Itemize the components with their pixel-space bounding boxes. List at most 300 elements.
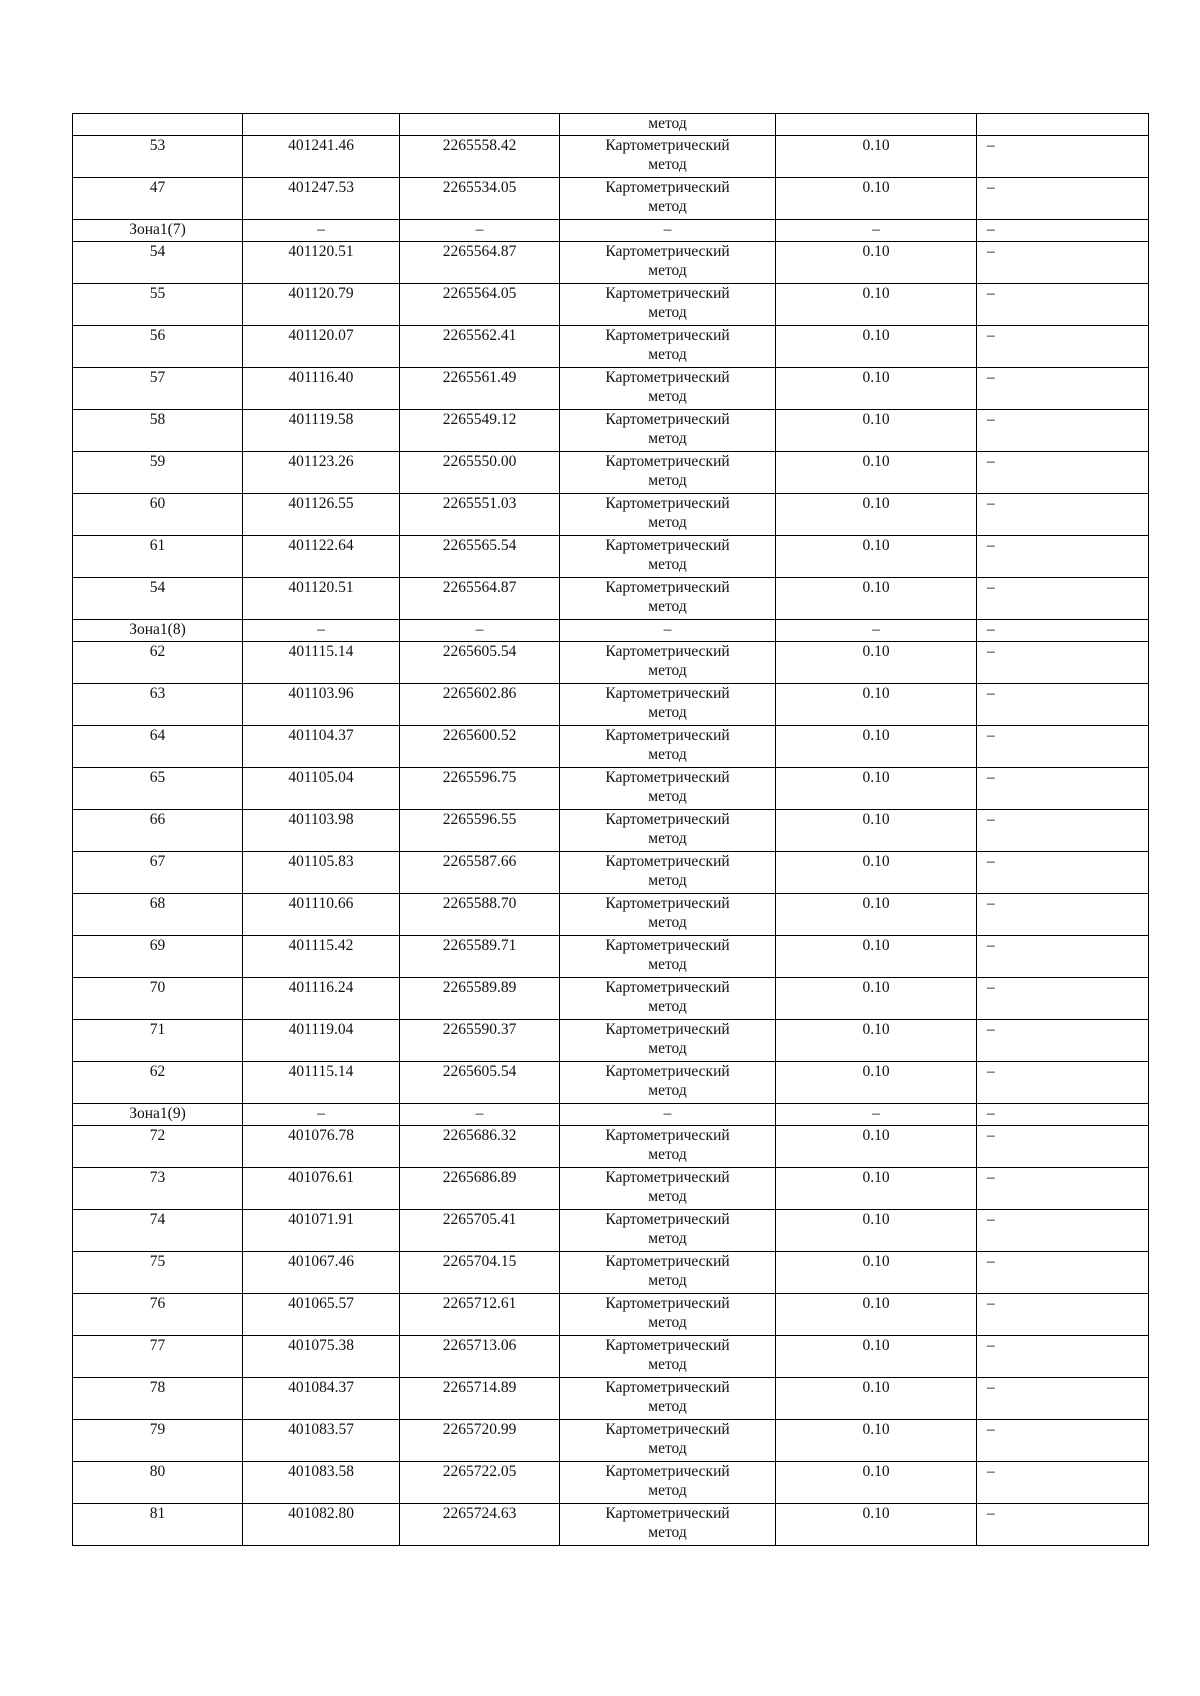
note-dash: – — [977, 326, 1149, 368]
cell-note — [977, 114, 1149, 136]
accuracy: 0.10 — [776, 1504, 977, 1546]
method-text-line2: метод — [648, 1440, 687, 1457]
method-text: Картометрический — [605, 1063, 730, 1080]
table-row — [73, 642, 1149, 684]
method-cell — [560, 1126, 776, 1168]
method-cell — [560, 894, 776, 936]
method-cell — [560, 410, 776, 452]
table-row — [73, 1252, 1149, 1294]
point-number: 62 — [73, 1062, 243, 1104]
note-dash: – — [977, 684, 1149, 726]
method-text: Картометрический — [605, 579, 730, 596]
accuracy: 0.10 — [776, 1252, 977, 1294]
coord-x: 401119.04 — [243, 1020, 400, 1062]
coord-y: 2265714.89 — [400, 1378, 560, 1420]
method-text-line2: метод — [648, 1482, 687, 1499]
dash-cell: – — [977, 1104, 1149, 1126]
point-number: 62 — [73, 642, 243, 684]
coord-x: 401115.14 — [243, 1062, 400, 1104]
coord-x: 401076.61 — [243, 1168, 400, 1210]
coord-y: 2265712.61 — [400, 1294, 560, 1336]
zone-name: Зона1(8) — [73, 620, 243, 642]
cell-point-number — [73, 114, 243, 136]
method-cell — [560, 1252, 776, 1294]
method-cell — [560, 452, 776, 494]
method-text: Картометрический — [605, 1379, 730, 1396]
dash-cell: – — [243, 620, 400, 642]
method-text-line2: метод — [648, 304, 687, 321]
dash-cell: – — [776, 1104, 977, 1126]
method-text-line2: метод — [648, 1146, 687, 1163]
method-text: Картометрический — [605, 727, 730, 744]
method-text-line2: метод — [648, 914, 687, 931]
note-dash: – — [977, 852, 1149, 894]
note-dash: – — [977, 368, 1149, 410]
dash-cell: – — [400, 1104, 560, 1126]
coord-y: 2265589.89 — [400, 978, 560, 1020]
coord-y: 2265589.71 — [400, 936, 560, 978]
method-text-line2: метод — [648, 198, 687, 215]
accuracy: 0.10 — [776, 284, 977, 326]
method-text-line2: метод — [648, 598, 687, 615]
coord-x: 401105.04 — [243, 768, 400, 810]
accuracy: 0.10 — [776, 536, 977, 578]
zone-row — [73, 620, 1149, 642]
cell-method-continuation: метод — [560, 114, 776, 136]
method-text-line2: метод — [648, 998, 687, 1015]
accuracy: 0.10 — [776, 894, 977, 936]
accuracy: 0.10 — [776, 1462, 977, 1504]
method-text: Картометрический — [605, 537, 730, 554]
coord-x: 401103.98 — [243, 810, 400, 852]
coord-y: 2265558.42 — [400, 136, 560, 178]
method-text-line2: метод — [648, 262, 687, 279]
coord-x: 401084.37 — [243, 1378, 400, 1420]
table-row — [73, 1126, 1149, 1168]
table-row — [73, 978, 1149, 1020]
method-cell — [560, 978, 776, 1020]
coord-y: 2265605.54 — [400, 642, 560, 684]
method-cell — [560, 1504, 776, 1546]
method-text: Картометрический — [605, 453, 730, 470]
coord-x: 401075.38 — [243, 1336, 400, 1378]
accuracy: 0.10 — [776, 326, 977, 368]
point-number: 69 — [73, 936, 243, 978]
note-dash: – — [977, 136, 1149, 178]
coord-y: 2265564.87 — [400, 242, 560, 284]
accuracy: 0.10 — [776, 1126, 977, 1168]
coord-y: 2265561.49 — [400, 368, 560, 410]
point-number: 74 — [73, 1210, 243, 1252]
method-cell — [560, 726, 776, 768]
note-dash: – — [977, 1504, 1149, 1546]
method-text: Картометрический — [605, 243, 730, 260]
method-text-line2: метод — [648, 514, 687, 531]
note-dash: – — [977, 178, 1149, 220]
point-number: 73 — [73, 1168, 243, 1210]
method-text-line2: метод — [648, 1314, 687, 1331]
point-number: 63 — [73, 684, 243, 726]
accuracy: 0.10 — [776, 410, 977, 452]
table-row — [73, 894, 1149, 936]
table-row — [73, 1020, 1149, 1062]
coord-y: 2265549.12 — [400, 410, 560, 452]
table-row — [73, 494, 1149, 536]
table-row — [73, 452, 1149, 494]
method-cell — [560, 936, 776, 978]
table-row — [73, 136, 1149, 178]
note-dash: – — [977, 894, 1149, 936]
coord-x: 401104.37 — [243, 726, 400, 768]
table-row — [73, 1168, 1149, 1210]
method-text: Картометрический — [605, 643, 730, 660]
accuracy: 0.10 — [776, 1294, 977, 1336]
method-text: Картометрический — [605, 137, 730, 154]
method-text: Картометрический — [605, 495, 730, 512]
dash-cell: – — [776, 220, 977, 242]
point-number: 56 — [73, 326, 243, 368]
method-text: Картометрический — [605, 1505, 730, 1522]
table-row — [73, 578, 1149, 620]
method-cell — [560, 1062, 776, 1104]
accuracy: 0.10 — [776, 1168, 977, 1210]
table-row — [73, 768, 1149, 810]
method-cell — [560, 642, 776, 684]
method-cell — [560, 1420, 776, 1462]
method-text-line2: метод — [648, 1082, 687, 1099]
coordinates-table — [72, 113, 1149, 1546]
table-row — [73, 178, 1149, 220]
point-number: 72 — [73, 1126, 243, 1168]
method-cell — [560, 1378, 776, 1420]
method-cell — [560, 242, 776, 284]
coord-y: 2265596.75 — [400, 768, 560, 810]
accuracy: 0.10 — [776, 452, 977, 494]
accuracy: 0.10 — [776, 726, 977, 768]
note-dash: – — [977, 1020, 1149, 1062]
method-cell — [560, 284, 776, 326]
zone-row — [73, 220, 1149, 242]
method-text: Картометрический — [605, 285, 730, 302]
method-text: Картометрический — [605, 1337, 730, 1354]
coord-x: 401110.66 — [243, 894, 400, 936]
method-text: Картометрический — [605, 1211, 730, 1228]
dash-cell: – — [243, 220, 400, 242]
point-number: 67 — [73, 852, 243, 894]
point-number: 53 — [73, 136, 243, 178]
accuracy: 0.10 — [776, 578, 977, 620]
method-cell — [560, 684, 776, 726]
method-text: Картометрический — [605, 1127, 730, 1144]
point-number: 54 — [73, 578, 243, 620]
coord-y: 2265704.15 — [400, 1252, 560, 1294]
zone-name: Зона1(9) — [73, 1104, 243, 1126]
method-text: Картометрический — [605, 327, 730, 344]
table-row — [73, 1336, 1149, 1378]
point-number: 81 — [73, 1504, 243, 1546]
method-text-line2: метод — [648, 1356, 687, 1373]
method-cell — [560, 136, 776, 178]
note-dash: – — [977, 1062, 1149, 1104]
method-text-line2: метод — [648, 1188, 687, 1205]
coord-y: 2265722.05 — [400, 1462, 560, 1504]
note-dash: – — [977, 284, 1149, 326]
method-text: Картометрический — [605, 979, 730, 996]
table-row — [73, 410, 1149, 452]
coord-y: 2265534.05 — [400, 178, 560, 220]
note-dash: – — [977, 978, 1149, 1020]
method-text: Картометрический — [605, 811, 730, 828]
method-text-line2: метод — [648, 788, 687, 805]
method-cell — [560, 494, 776, 536]
accuracy: 0.10 — [776, 1062, 977, 1104]
coord-y: 2265587.66 — [400, 852, 560, 894]
coord-y: 2265590.37 — [400, 1020, 560, 1062]
coord-y: 2265596.55 — [400, 810, 560, 852]
accuracy: 0.10 — [776, 936, 977, 978]
point-number: 68 — [73, 894, 243, 936]
cell-x — [243, 114, 400, 136]
coord-y: 2265564.87 — [400, 578, 560, 620]
method-text-line2: метод — [648, 472, 687, 489]
note-dash: – — [977, 1168, 1149, 1210]
method-text: Картометрический — [605, 1463, 730, 1480]
accuracy: 0.10 — [776, 494, 977, 536]
coord-x: 401105.83 — [243, 852, 400, 894]
continuation-row — [73, 114, 1149, 136]
accuracy: 0.10 — [776, 136, 977, 178]
accuracy: 0.10 — [776, 178, 977, 220]
accuracy: 0.10 — [776, 1210, 977, 1252]
note-dash: – — [977, 936, 1149, 978]
coord-y: 2265588.70 — [400, 894, 560, 936]
method-text: Картометрический — [605, 411, 730, 428]
note-dash: – — [977, 1462, 1149, 1504]
method-text: Картометрический — [605, 1295, 730, 1312]
method-text: Картометрический — [605, 1169, 730, 1186]
accuracy: 0.10 — [776, 1336, 977, 1378]
method-text: Картометрический — [605, 1253, 730, 1270]
accuracy: 0.10 — [776, 768, 977, 810]
coord-x: 401120.07 — [243, 326, 400, 368]
dash-cell: – — [776, 620, 977, 642]
method-text-line2: метод — [648, 872, 687, 889]
point-number: 61 — [73, 536, 243, 578]
table-row — [73, 810, 1149, 852]
note-dash: – — [977, 494, 1149, 536]
coord-x: 401065.57 — [243, 1294, 400, 1336]
coord-y: 2265602.86 — [400, 684, 560, 726]
point-number: 60 — [73, 494, 243, 536]
point-number: 57 — [73, 368, 243, 410]
table-row — [73, 726, 1149, 768]
method-text-line2: метод — [648, 346, 687, 363]
method-cell — [560, 578, 776, 620]
coord-y: 2265713.06 — [400, 1336, 560, 1378]
coord-x: 401115.42 — [243, 936, 400, 978]
point-number: 55 — [73, 284, 243, 326]
coord-x: 401083.57 — [243, 1420, 400, 1462]
table-row — [73, 326, 1149, 368]
table-row — [73, 1420, 1149, 1462]
method-text-line2: метод — [648, 1398, 687, 1415]
coord-x: 401120.79 — [243, 284, 400, 326]
coord-y: 2265550.00 — [400, 452, 560, 494]
method-cell — [560, 326, 776, 368]
coord-x: 401119.58 — [243, 410, 400, 452]
method-cell — [560, 1020, 776, 1062]
table-row — [73, 368, 1149, 410]
note-dash: – — [977, 1378, 1149, 1420]
method-cell — [560, 1294, 776, 1336]
method-text: Картометрический — [605, 179, 730, 196]
table-row — [73, 284, 1149, 326]
point-number: 71 — [73, 1020, 243, 1062]
coord-x: 401247.53 — [243, 178, 400, 220]
point-number: 70 — [73, 978, 243, 1020]
table-row — [73, 536, 1149, 578]
point-number: 54 — [73, 242, 243, 284]
table-row — [73, 684, 1149, 726]
method-text: Картометрический — [605, 853, 730, 870]
method-text-line2: метод — [648, 388, 687, 405]
coord-y: 2265686.32 — [400, 1126, 560, 1168]
point-number: 79 — [73, 1420, 243, 1462]
table-row — [73, 1378, 1149, 1420]
note-dash: – — [977, 1210, 1149, 1252]
table-row — [73, 936, 1149, 978]
coord-y: 2265686.89 — [400, 1168, 560, 1210]
method-text: Картометрический — [605, 685, 730, 702]
coord-y: 2265605.54 — [400, 1062, 560, 1104]
method-text: Картометрический — [605, 937, 730, 954]
coord-x: 401241.46 — [243, 136, 400, 178]
table-row — [73, 852, 1149, 894]
point-number: 64 — [73, 726, 243, 768]
dash-cell: – — [977, 220, 1149, 242]
method-text: Картометрический — [605, 1421, 730, 1438]
accuracy: 0.10 — [776, 852, 977, 894]
coord-x: 401071.91 — [243, 1210, 400, 1252]
table-row — [73, 1504, 1149, 1546]
coord-x: 401082.80 — [243, 1504, 400, 1546]
method-text-line2: метод — [648, 1272, 687, 1289]
table-row — [73, 1062, 1149, 1104]
dash-cell: – — [243, 1104, 400, 1126]
method-cell — [560, 768, 776, 810]
table-row — [73, 1294, 1149, 1336]
note-dash: – — [977, 810, 1149, 852]
accuracy: 0.10 — [776, 1420, 977, 1462]
coord-x: 401116.24 — [243, 978, 400, 1020]
zone-row — [73, 1104, 1149, 1126]
note-dash: – — [977, 642, 1149, 684]
coordinates-table-body — [73, 114, 1149, 1546]
coord-x: 401122.64 — [243, 536, 400, 578]
method-text-line2: метод — [648, 1230, 687, 1247]
point-number: 47 — [73, 178, 243, 220]
method-cell — [560, 1462, 776, 1504]
note-dash: – — [977, 1294, 1149, 1336]
cell-y — [400, 114, 560, 136]
coord-y: 2265565.54 — [400, 536, 560, 578]
point-number: 77 — [73, 1336, 243, 1378]
accuracy: 0.10 — [776, 810, 977, 852]
coord-x: 401126.55 — [243, 494, 400, 536]
coord-y: 2265551.03 — [400, 494, 560, 536]
coord-y: 2265705.41 — [400, 1210, 560, 1252]
coord-x: 401123.26 — [243, 452, 400, 494]
method-text-line2: метод — [648, 430, 687, 447]
method-text-line2: метод — [648, 746, 687, 763]
accuracy: 0.10 — [776, 684, 977, 726]
method-cell — [560, 852, 776, 894]
coord-y: 2265724.63 — [400, 1504, 560, 1546]
note-dash: – — [977, 1420, 1149, 1462]
coord-x: 401076.78 — [243, 1126, 400, 1168]
note-dash: – — [977, 242, 1149, 284]
method-text: Картометрический — [605, 1021, 730, 1038]
coord-y: 2265564.05 — [400, 284, 560, 326]
coord-x: 401115.14 — [243, 642, 400, 684]
point-number: 58 — [73, 410, 243, 452]
method-cell — [560, 1168, 776, 1210]
coord-y: 2265720.99 — [400, 1420, 560, 1462]
note-dash: – — [977, 536, 1149, 578]
method-cell — [560, 1210, 776, 1252]
point-number: 65 — [73, 768, 243, 810]
coord-y: 2265562.41 — [400, 326, 560, 368]
table-row — [73, 1210, 1149, 1252]
dash-cell: – — [560, 620, 776, 642]
method-cell — [560, 178, 776, 220]
method-text-line2: метод — [648, 662, 687, 679]
point-number: 78 — [73, 1378, 243, 1420]
method-text-line2: метод — [648, 156, 687, 173]
method-text: Картометрический — [605, 369, 730, 386]
table-row — [73, 1462, 1149, 1504]
method-cell — [560, 1336, 776, 1378]
accuracy: 0.10 — [776, 368, 977, 410]
note-dash: – — [977, 1252, 1149, 1294]
method-text-line2: метод — [648, 1040, 687, 1057]
method-cell — [560, 536, 776, 578]
note-dash: – — [977, 726, 1149, 768]
coord-x: 401083.58 — [243, 1462, 400, 1504]
note-dash: – — [977, 768, 1149, 810]
coord-x: 401116.40 — [243, 368, 400, 410]
point-number: 76 — [73, 1294, 243, 1336]
method-text-line2: метод — [648, 1524, 687, 1541]
dash-cell: – — [560, 220, 776, 242]
point-number: 75 — [73, 1252, 243, 1294]
method-text-line2: метод — [648, 956, 687, 973]
point-number: 80 — [73, 1462, 243, 1504]
accuracy: 0.10 — [776, 242, 977, 284]
note-dash: – — [977, 578, 1149, 620]
note-dash: – — [977, 452, 1149, 494]
method-text-line2: метод — [648, 830, 687, 847]
note-dash: – — [977, 1126, 1149, 1168]
method-text: Картометрический — [605, 769, 730, 786]
dash-cell: – — [977, 620, 1149, 642]
zone-name: Зона1(7) — [73, 220, 243, 242]
dash-cell: – — [400, 620, 560, 642]
accuracy: 0.10 — [776, 1020, 977, 1062]
dash-cell: – — [400, 220, 560, 242]
method-cell — [560, 368, 776, 410]
method-text-line2: метод — [648, 704, 687, 721]
